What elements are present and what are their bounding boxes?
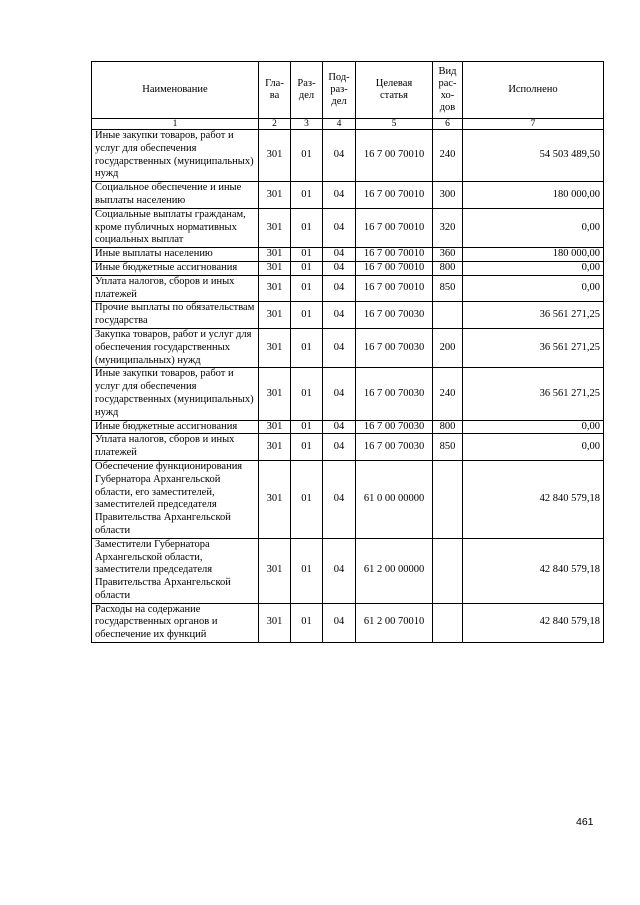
cell-name: Уплата налогов, сборов и иных платежей <box>92 275 259 302</box>
cell-glava: 301 <box>259 275 291 302</box>
cell-vid <box>433 603 463 642</box>
cell-name: Обеспечение функционирования Губернатора Архангельской области, его заместителей, заместителей председателя Правительства Архангельской области <box>92 460 259 538</box>
cell-name: Заместители Губернатора Архангельской области, заместители председателя Правительства Архангельской области <box>92 538 259 603</box>
cell-vid: 850 <box>433 434 463 461</box>
column-number: 2 <box>259 119 291 130</box>
column-number: 7 <box>463 119 604 130</box>
cell-razdel: 01 <box>291 275 323 302</box>
cell-glava: 301 <box>259 460 291 538</box>
table-row <box>92 368 604 420</box>
cell-podrazdel: 04 <box>323 248 356 262</box>
cell-amount: 180 000,00 <box>463 248 604 262</box>
table-row <box>92 302 604 329</box>
table-row <box>92 538 604 603</box>
cell-statya: 16 7 00 70010 <box>356 275 433 302</box>
cell-amount: 0,00 <box>463 208 604 247</box>
cell-statya: 16 7 00 70030 <box>356 420 433 434</box>
column-number: 6 <box>433 119 463 130</box>
cell-razdel: 01 <box>291 420 323 434</box>
cell-vid: 300 <box>433 182 463 209</box>
cell-amount: 180 000,00 <box>463 182 604 209</box>
cell-name: Социальные выплаты гражданам, кроме публичных нормативных социальных выплат <box>92 208 259 247</box>
cell-amount: 0,00 <box>463 275 604 302</box>
cell-podrazdel: 04 <box>323 261 356 275</box>
table-row <box>92 248 604 262</box>
cell-podrazdel: 04 <box>323 420 356 434</box>
table-row <box>92 275 604 302</box>
cell-vid: 800 <box>433 261 463 275</box>
table-row <box>92 460 604 538</box>
cell-razdel: 01 <box>291 460 323 538</box>
cell-glava: 301 <box>259 434 291 461</box>
cell-razdel: 01 <box>291 603 323 642</box>
cell-podrazdel: 04 <box>323 603 356 642</box>
table-row <box>92 434 604 461</box>
cell-statya: 16 7 00 70010 <box>356 182 433 209</box>
cell-glava: 301 <box>259 130 291 182</box>
cell-podrazdel: 04 <box>323 208 356 247</box>
cell-glava: 301 <box>259 420 291 434</box>
table-row <box>92 328 604 367</box>
table-row <box>92 603 604 642</box>
cell-statya: 16 7 00 70030 <box>356 368 433 420</box>
cell-glava: 301 <box>259 182 291 209</box>
cell-amount: 42 840 579,18 <box>463 538 604 603</box>
cell-statya: 61 2 00 70010 <box>356 603 433 642</box>
header-amount: Исполнено <box>463 62 604 119</box>
cell-glava: 301 <box>259 248 291 262</box>
cell-razdel: 01 <box>291 302 323 329</box>
cell-amount: 54 503 489,50 <box>463 130 604 182</box>
budget-execution-table <box>91 61 604 643</box>
header-statya: Целевая статья <box>356 62 433 119</box>
cell-name: Уплата налогов, сборов и иных платежей <box>92 434 259 461</box>
cell-statya: 16 7 00 70030 <box>356 302 433 329</box>
cell-podrazdel: 04 <box>323 538 356 603</box>
cell-razdel: 01 <box>291 368 323 420</box>
cell-statya: 16 7 00 70010 <box>356 261 433 275</box>
cell-name: Иные закупки товаров, работ и услуг для обеспечения государственных (муниципальных) нужд <box>92 130 259 182</box>
cell-amount: 0,00 <box>463 420 604 434</box>
cell-name: Расходы на содержание государственных органов и обеспечение их функций <box>92 603 259 642</box>
cell-vid: 240 <box>433 368 463 420</box>
cell-razdel: 01 <box>291 538 323 603</box>
cell-vid <box>433 302 463 329</box>
header-podrazdel: Под- раз- дел <box>323 62 356 119</box>
page-number: 461 <box>576 816 594 828</box>
cell-vid: 800 <box>433 420 463 434</box>
cell-glava: 301 <box>259 302 291 329</box>
cell-glava: 301 <box>259 368 291 420</box>
cell-amount: 0,00 <box>463 434 604 461</box>
cell-name: Иные бюджетные ассигнования <box>92 420 259 434</box>
cell-vid <box>433 460 463 538</box>
cell-podrazdel: 04 <box>323 460 356 538</box>
column-number: 3 <box>291 119 323 130</box>
cell-razdel: 01 <box>291 130 323 182</box>
header-vid: Вид рас- хо- дов <box>433 62 463 119</box>
column-number: 1 <box>92 119 259 130</box>
cell-podrazdel: 04 <box>323 275 356 302</box>
cell-amount: 42 840 579,18 <box>463 460 604 538</box>
table-row <box>92 208 604 247</box>
cell-amount: 36 561 271,25 <box>463 368 604 420</box>
cell-vid: 200 <box>433 328 463 367</box>
cell-statya: 16 7 00 70030 <box>356 434 433 461</box>
cell-statya: 16 7 00 70030 <box>356 328 433 367</box>
column-number-row <box>92 119 604 130</box>
cell-vid: 850 <box>433 275 463 302</box>
cell-statya: 16 7 00 70010 <box>356 248 433 262</box>
cell-statya: 61 2 00 00000 <box>356 538 433 603</box>
cell-name: Иные выплаты населению <box>92 248 259 262</box>
header-razdel: Раз- дел <box>291 62 323 119</box>
table-row <box>92 182 604 209</box>
cell-vid: 240 <box>433 130 463 182</box>
cell-statya: 16 7 00 70010 <box>356 130 433 182</box>
header-name: Наименование <box>92 62 259 119</box>
cell-vid <box>433 538 463 603</box>
header-row <box>92 62 604 119</box>
column-number: 5 <box>356 119 433 130</box>
cell-glava: 301 <box>259 328 291 367</box>
table-row <box>92 261 604 275</box>
cell-podrazdel: 04 <box>323 182 356 209</box>
cell-glava: 301 <box>259 603 291 642</box>
cell-name: Иные бюджетные ассигнования <box>92 261 259 275</box>
column-number: 4 <box>323 119 356 130</box>
cell-razdel: 01 <box>291 182 323 209</box>
cell-podrazdel: 04 <box>323 302 356 329</box>
cell-amount: 42 840 579,18 <box>463 603 604 642</box>
cell-podrazdel: 04 <box>323 130 356 182</box>
cell-vid: 320 <box>433 208 463 247</box>
cell-glava: 301 <box>259 538 291 603</box>
cell-name: Закупка товаров, работ и услуг для обеспечения государственных (муниципальных) нужд <box>92 328 259 367</box>
cell-razdel: 01 <box>291 261 323 275</box>
cell-name: Прочие выплаты по обязательствам государства <box>92 302 259 329</box>
cell-amount: 0,00 <box>463 261 604 275</box>
table-row <box>92 130 604 182</box>
cell-razdel: 01 <box>291 328 323 367</box>
cell-amount: 36 561 271,25 <box>463 302 604 329</box>
cell-statya: 16 7 00 70010 <box>356 208 433 247</box>
cell-vid: 360 <box>433 248 463 262</box>
cell-glava: 301 <box>259 208 291 247</box>
cell-razdel: 01 <box>291 208 323 247</box>
cell-glava: 301 <box>259 261 291 275</box>
table-row <box>92 420 604 434</box>
header-glava: Гла- ва <box>259 62 291 119</box>
cell-statya: 61 0 00 00000 <box>356 460 433 538</box>
cell-podrazdel: 04 <box>323 368 356 420</box>
cell-razdel: 01 <box>291 248 323 262</box>
cell-name: Иные закупки товаров, работ и услуг для обеспечения государственных (муниципальных) нужд <box>92 368 259 420</box>
cell-podrazdel: 04 <box>323 328 356 367</box>
cell-podrazdel: 04 <box>323 434 356 461</box>
cell-amount: 36 561 271,25 <box>463 328 604 367</box>
table-body <box>92 130 604 643</box>
cell-razdel: 01 <box>291 434 323 461</box>
cell-name: Социальное обеспечение и иные выплаты населению <box>92 182 259 209</box>
